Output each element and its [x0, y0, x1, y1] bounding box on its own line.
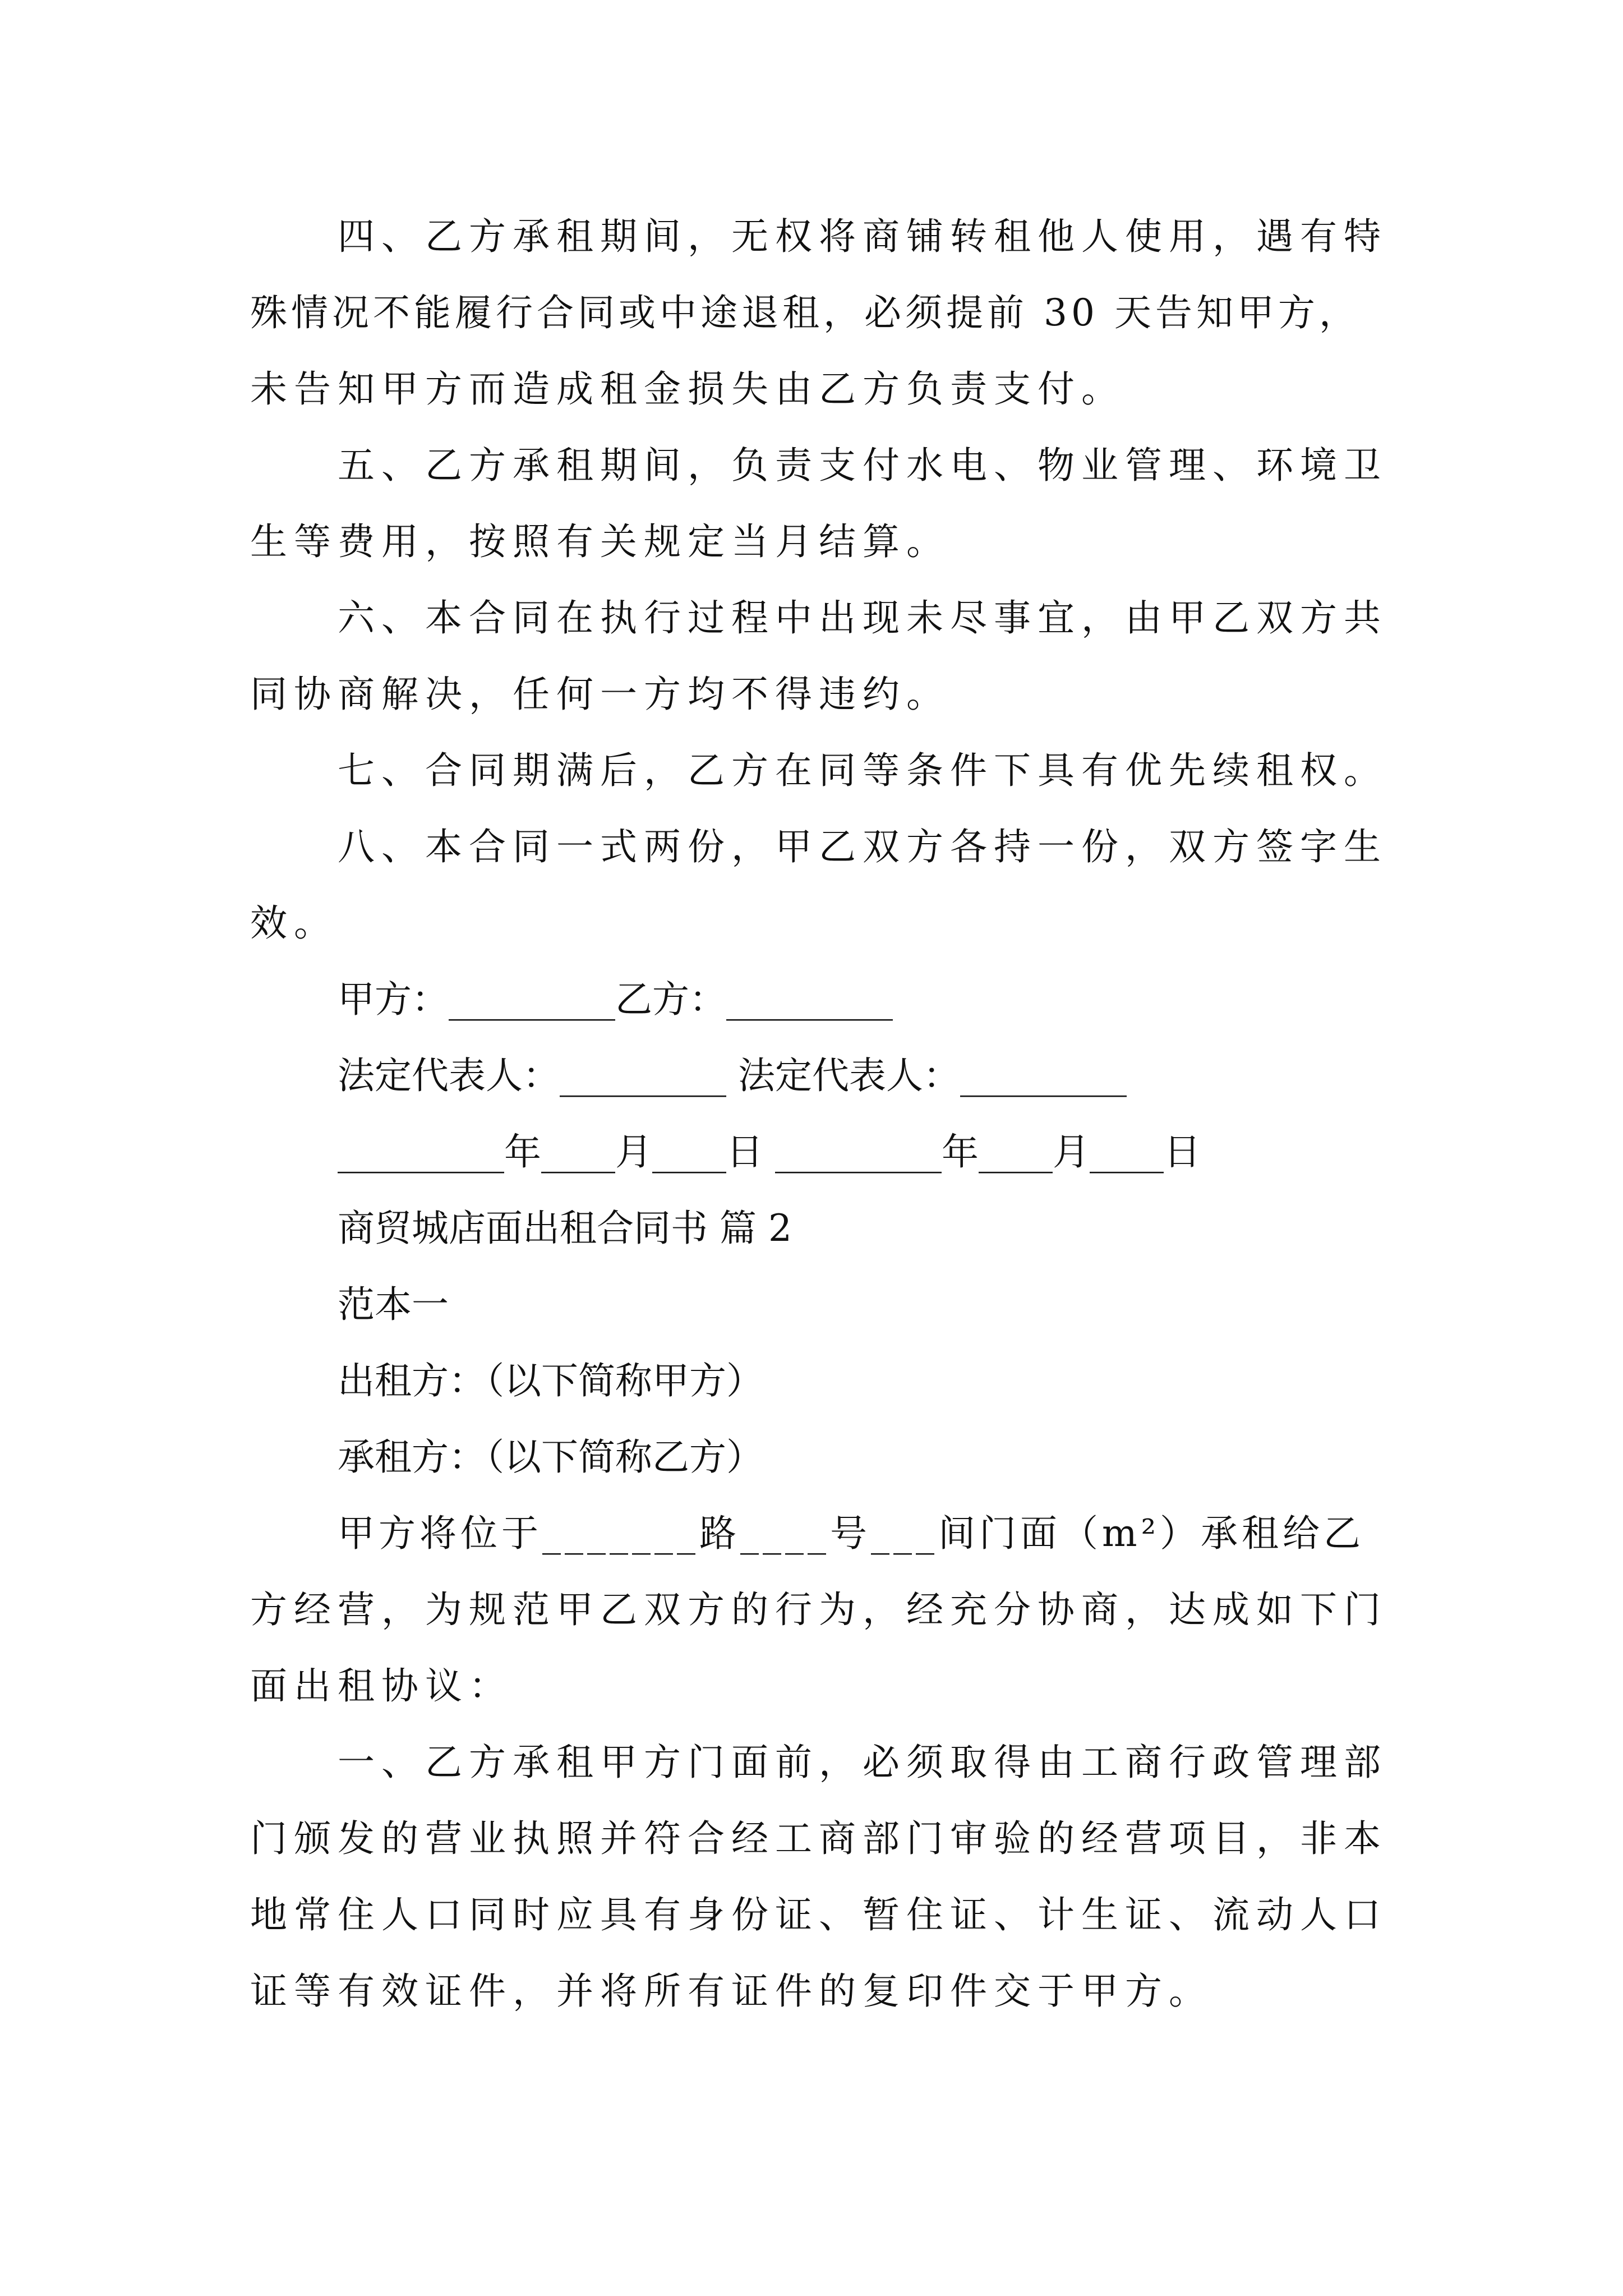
party-signature-line: 甲方：_________乙方：_________	[338, 978, 893, 1021]
clause-5-line-2: 生等费用，按照有关规定当月结算。	[250, 520, 950, 563]
clause-4-line-3: 未告知甲方而造成租金损失由乙方负责支付。	[250, 367, 1125, 411]
legal-representative-line: 法定代表人：_________ 法定代表人：_________	[338, 1054, 1127, 1097]
clause-4-line-1: 四、乙方承租期间，无权将商铺转租他人使用，遇有特	[338, 215, 1387, 258]
template-label: 范本一	[338, 1283, 449, 1326]
clause-7-line: 七、合同期满后，乙方在同等条件下具有优先续租权。	[338, 749, 1387, 792]
signing-date-line: _________年____月____日 _________年____月____日	[338, 1130, 1201, 1174]
clause-5-line-1: 五、乙方承租期间，负责支付水电、物业管理、环境卫	[338, 444, 1387, 487]
clause-4-line-2: 殊情况不能履行合同或中途退租，必须提前 30 天告知甲方，	[250, 291, 1360, 334]
clause-1-line-3: 地常住人口同时应具有身份证、暂住证、计生证、流动人口	[250, 1893, 1387, 1936]
clause-6-line-2: 同协商解决，任何一方均不得违约。	[250, 673, 950, 716]
intro-line-1: 甲方将位于_______路____号___间门面（m²）承租给乙	[338, 1512, 1365, 1555]
lessor-line: 出租方：（以下简称甲方）	[338, 1359, 763, 1402]
clause-1-line-1: 一、乙方承租甲方门面前，必须取得由工商行政管理部	[338, 1741, 1387, 1784]
intro-line-2: 方经营，为规范甲乙双方的行为，经充分协商，达成如下门	[250, 1588, 1387, 1631]
intro-line-3: 面出租协议：	[250, 1664, 513, 1708]
section-title: 商贸城店面出租合同书 篇 2	[338, 1207, 792, 1250]
lessee-line: 承租方：（以下简称乙方）	[338, 1435, 763, 1479]
clause-1-line-2: 门颁发的营业执照并符合经工商部门审验的经营项目，非本	[250, 1817, 1387, 1860]
clause-6-line-1: 六、本合同在执行过程中出现未尽事宜，由甲乙双方共	[338, 596, 1387, 639]
clause-8-line-1: 八、本合同一式两份，甲乙双方各持一份，双方签字生	[338, 825, 1387, 868]
clause-1-line-4: 证等有效证件，并将所有证件的复印件交于甲方。	[250, 1970, 1212, 2013]
clause-8-line-2: 效。	[250, 901, 338, 945]
